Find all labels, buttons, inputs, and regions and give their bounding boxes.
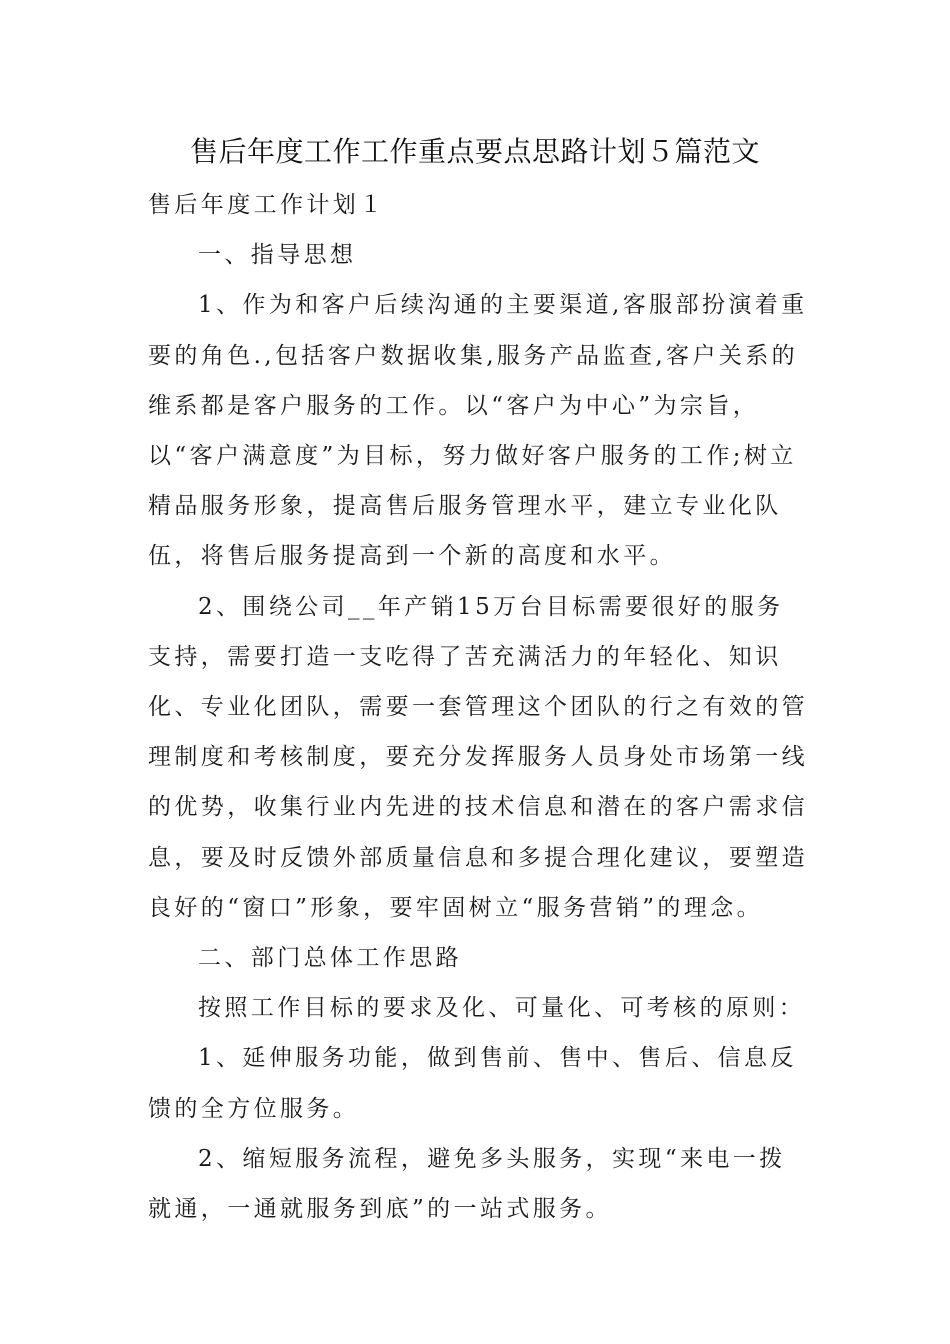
paragraph: 1、延伸服务功能，做到售前、售中、售后、信息反馈的全方位服务。 bbox=[148, 1045, 797, 1122]
paragraph: 1、作为和客户后续沟通的主要渠道,客服部扮演着重要的角色.,包括客户数据收集,服务产品监查,客户关系的维系都是客户服务的工作。以“客户为中心”为宗旨，以“客户满意度”为目标，努力做好客户服务的工作;树立精品服务形象，提高售后服务管理水平，建立专业化队伍，将售后服务提高到一个新的高度和水平。 bbox=[148, 292, 808, 570]
section-heading: 售后年度工作计划１ bbox=[148, 192, 386, 218]
subheading: 二、部门总体工作思路 bbox=[198, 945, 462, 972]
paragraph: 2、缩短服务流程，避免多头服务，实现“来电一拨就通，一通就服务到底”的一站式服务。 bbox=[148, 1145, 786, 1223]
subheading: 一、指导思想 bbox=[198, 242, 357, 269]
document-title: 售后年度工作工作重点要点思路计划５篇范文 bbox=[189, 135, 760, 168]
document-body bbox=[148, 180, 808, 1234]
paragraph: 2、围绕公司__年产销15万台目标需要很好的服务支持，需要打造一支吃得了苦充满活力的年轻化、知识化、专业化团队，需要一套管理这个团队的行之有效的管理制度和考核制度，要充分发挥服务人员身处市场第一线的优势，收集行业内先进的技术信息和潜在的客户需求信息，要及时反馈外部质量信息和多提合理化建议，要塑造良好的“窗口”形象，要牢固树立“服务营销”的理念。 bbox=[148, 593, 808, 921]
paragraph: 按照工作目标的要求及化、可量化、可考核的原则： bbox=[198, 995, 806, 1022]
